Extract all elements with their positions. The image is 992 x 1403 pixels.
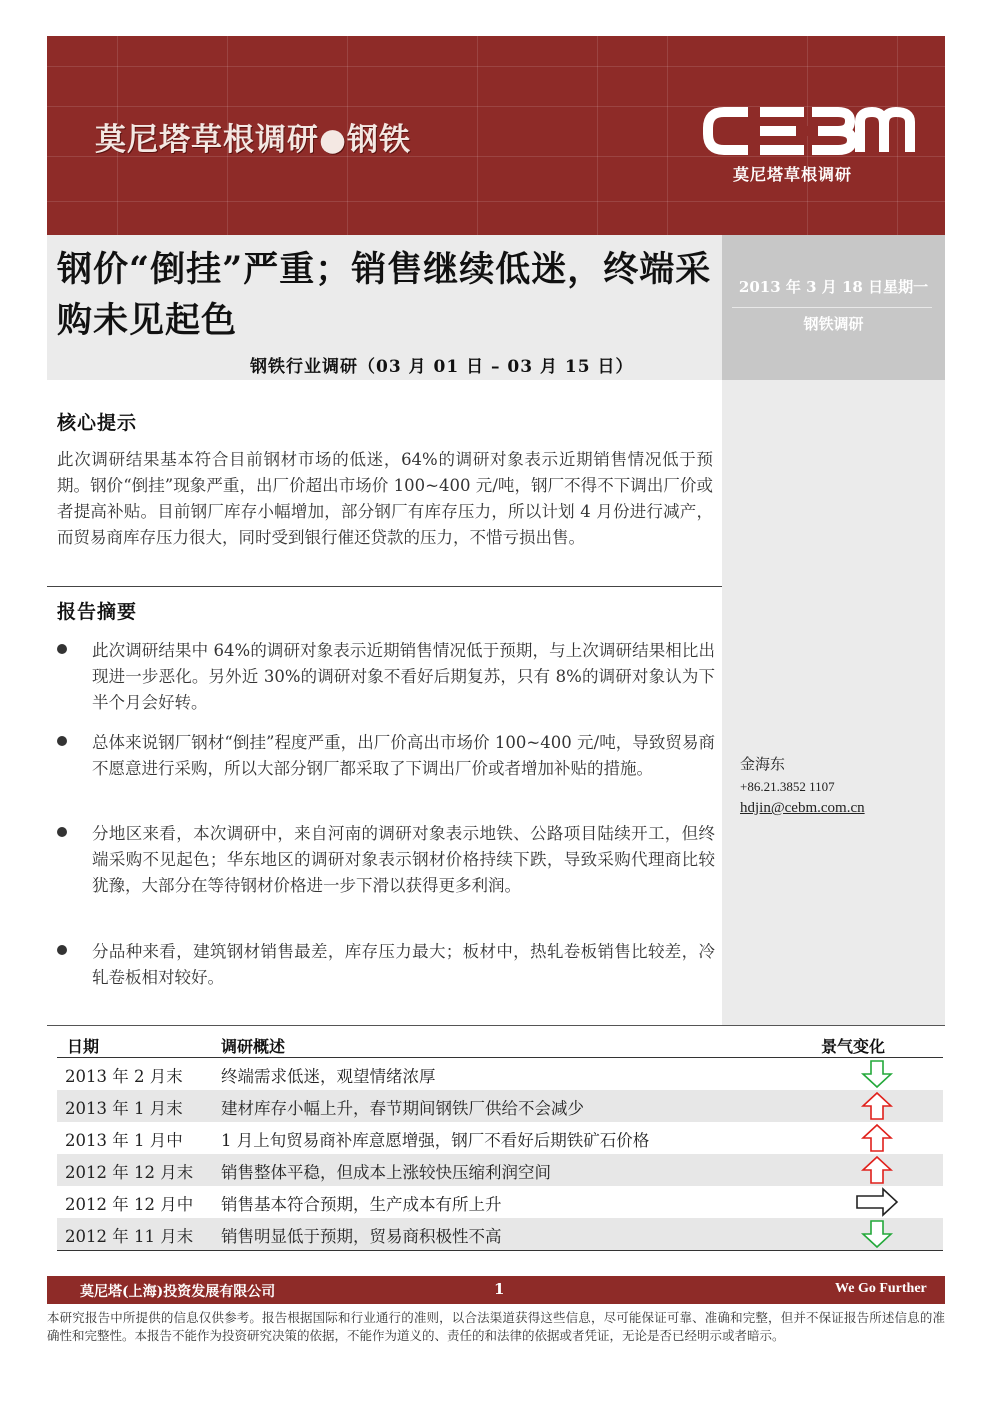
table-row — [57, 1122, 943, 1154]
section-divider — [47, 586, 722, 587]
row-summary: 销售基本符合预期，生产成本有所上升 — [221, 1195, 502, 1214]
page-number: 1 — [494, 1280, 505, 1298]
core-section-title: 核心提示 — [57, 412, 138, 434]
up-icon — [863, 1125, 891, 1151]
summary-bullet-text: 此次调研结果中 64%的调研对象表示近期销售情况低于预期，与上次调研结果相比出现进一步恶化。另外近 30%的调研对象不看好后期复苏，只有 8%的调研对象认为下半个月会好转。 — [92, 641, 715, 712]
footer-company: 莫尼塔(上海)投资发展有限公司 — [80, 1284, 276, 1300]
row-date: 2012 年 12 月中 — [65, 1195, 194, 1214]
row-date: 2013 年 1 月中 — [65, 1131, 183, 1150]
down-icon — [853, 1219, 901, 1249]
down-icon — [863, 1061, 891, 1087]
bullet-dot-icon — [57, 827, 67, 837]
table-header-date: 日期 — [67, 1037, 100, 1056]
summary-bullet-text: 分地区来看，本次调研中，来自河南的调研对象表示地铁、公路项目陆续开工，但终端采购不见起色；华东地区的调研对象表示钢材价格持续下跌，导致采购代理商比较犹豫，大部分在等待钢材价格进一步下滑以获得更多利润。 — [92, 824, 715, 895]
row-summary: 销售明显低于预期，贸易商积极性不高 — [221, 1227, 502, 1246]
header-banner — [47, 36, 945, 235]
author-phone: +86.21.3852 1107 — [740, 779, 835, 794]
right-icon — [857, 1189, 897, 1215]
table-row — [57, 1154, 943, 1186]
up-icon — [853, 1091, 901, 1121]
core-section-text: 此次调研结果基本符合目前钢材市场的低迷，64%的调研对象表示近期销售情况低于预期。钢价“倒挂”现象严重，出厂价超出市场价 100~400 元/吨，钢厂不得不下调出厂价或者提高补贴。目前钢厂库存小幅增加，部分钢厂有库存压力，所以计划 4 月份进行减产，而贸易商库存压力很大，同时受到银行催还贷款的压力，不惜亏损出售。 — [57, 450, 713, 547]
up-icon — [853, 1123, 901, 1153]
author-name: 金海东 — [740, 755, 786, 773]
bullet-dot-icon — [57, 644, 67, 654]
table-header-trend: 景气变化 — [821, 1037, 886, 1056]
row-summary: 销售整体平稳，但成本上涨较快压缩利润空间 — [221, 1163, 551, 1182]
row-date: 2012 年 11 月末 — [65, 1227, 194, 1246]
author-email-link[interactable]: hdjin@cebm.com.cn — [740, 800, 865, 816]
right-icon — [853, 1187, 901, 1217]
row-summary: 建材库存小幅上升，春节期间钢铁厂供给不会减少 — [221, 1099, 584, 1118]
row-summary: 1 月上旬贸易商补库意愿增强，钢厂不看好后期铁矿石价格 — [221, 1131, 650, 1150]
table-row — [57, 1058, 943, 1090]
table-header-summary: 调研概述 — [221, 1037, 286, 1056]
footer-slogan: We Go Further — [835, 1281, 927, 1296]
up-icon — [863, 1093, 891, 1119]
report-date: 2013 年 3 月 18 日星期一 — [738, 278, 929, 296]
disclaimer: 本研究报告中所提供的信息仅供参考。报告根据国际和行业通行的准则，以合法渠道获得这些信息，尽可能保证可靠、准确和完整，但并不保证报告所述信息的准确性和完整性。本报告不能作为投资研究决策的依据，不能作为道义的、责任的和法律的依据或者凭证，无论是否已经明示或者暗示。 — [47, 1310, 945, 1343]
up-icon — [863, 1157, 891, 1183]
table-row — [57, 1218, 943, 1250]
up-icon — [853, 1155, 901, 1185]
table-row — [57, 1090, 943, 1122]
report-topic: 钢铁调研 — [803, 315, 864, 333]
down-icon — [853, 1059, 901, 1089]
series-title: 莫尼塔草根调研●钢铁 — [95, 122, 412, 158]
cebm-logo — [700, 96, 926, 166]
bullet-dot-icon — [57, 945, 67, 955]
table-row — [57, 1186, 943, 1218]
date-divider — [732, 307, 932, 308]
down-icon — [863, 1221, 891, 1247]
bullet-dot-icon — [57, 736, 67, 746]
summary-bullet-text: 总体来说钢厂钢材“倒挂”程度严重，出厂价高出市场价 100~400 元/吨，导致贸易商不愿意进行采购，所以大部分钢厂都采取了下调出厂价或者增加补贴的措施。 — [92, 733, 715, 778]
table-top-border — [47, 1025, 945, 1026]
report-title: 钢价“倒挂”严重；销售继续低迷，终端采购未见起色 — [57, 249, 712, 341]
row-date: 2013 年 1 月末 — [65, 1099, 183, 1118]
row-summary: 终端需求低迷，观望情绪浓厚 — [221, 1067, 436, 1086]
row-date: 2013 年 2 月末 — [65, 1067, 183, 1086]
sidebar-column — [722, 380, 945, 1025]
table-bottom-border — [57, 1250, 943, 1251]
summary-bullet-text: 分品种来看，建筑钢材销售最差，库存压力最大；板材中，热轧卷板销售比较差，冷轧卷板相对较好。 — [92, 942, 715, 987]
row-date: 2012 年 12 月末 — [65, 1163, 194, 1182]
logo-subtitle: 莫尼塔草根调研 — [733, 165, 853, 184]
summary-section-title: 报告摘要 — [57, 601, 138, 623]
report-subtitle: 钢铁行业调研（03 月 01 日 – 03 月 15 日） — [250, 357, 634, 377]
